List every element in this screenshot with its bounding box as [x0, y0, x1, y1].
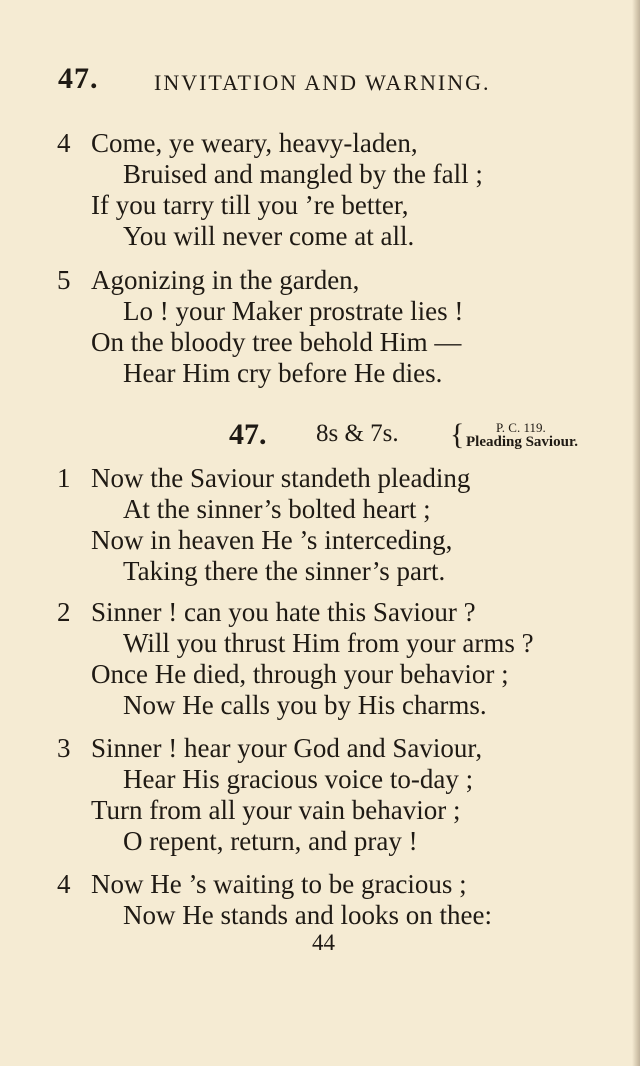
verse-line: Bruised and mangled by the fall ; — [123, 159, 483, 189]
header-title: INVITATION AND WARNING. — [154, 70, 491, 95]
verse-number: 3 — [57, 733, 71, 763]
verse-number: 2 — [57, 597, 71, 627]
verse-line: Now He ’s waiting to be gracious ; — [91, 869, 467, 899]
verse-line: Come, ye weary, heavy-laden, — [91, 128, 418, 158]
verse-line: Now He stands and looks on thee: — [123, 900, 492, 930]
verse-line: Now in heaven He ’s interceding, — [91, 525, 453, 555]
hymn-meter: 8s & 7s. — [316, 420, 399, 447]
running-header — [58, 62, 598, 102]
tune-name: Pleading Saviour. — [466, 434, 578, 450]
verse-line: Now the Saviour standeth pleading — [91, 463, 471, 493]
verse-number: 4 — [57, 869, 71, 899]
verse-number: 5 — [57, 265, 71, 295]
verse-line: You will never come at all. — [123, 221, 415, 251]
verse-line: O repent, return, and pray ! — [123, 826, 418, 856]
verse-line: Will you thrust Him from your arms ? — [123, 628, 534, 658]
verse-line: At the sinner’s bolted heart ; — [123, 494, 431, 524]
hymn-number: 47. — [229, 418, 267, 451]
verse-line: Now He calls you by His charms. — [123, 690, 487, 720]
verse-line: If you tarry till you ’re better, — [91, 190, 409, 220]
verse-line: Hear His gracious voice to-day ; — [123, 764, 474, 794]
verse-line: Sinner ! can you hate this Saviour ? — [91, 597, 476, 627]
verse-number: 1 — [57, 463, 71, 493]
header-hymn-number: 47. — [58, 62, 99, 95]
page-edge-shadow — [632, 0, 640, 1066]
verse-line: Lo ! your Maker prostrate lies ! — [123, 296, 464, 326]
tune-brace: { — [450, 418, 465, 451]
verse-line: Sinner ! hear your God and Saviour, — [91, 733, 483, 763]
verse-line: Once He died, through your behavior ; — [91, 659, 509, 689]
verse-line: On the bloody tree behold Him — — [91, 327, 462, 357]
verse-line: Agonizing in the garden, — [91, 265, 360, 295]
tune-code: P. C. 119. — [496, 420, 546, 435]
verse-number: 4 — [57, 128, 71, 158]
page-number: 44 — [312, 930, 335, 955]
verse-line: Taking there the sinner’s part. — [123, 556, 446, 586]
verse-line: Hear Him cry before He dies. — [123, 358, 443, 388]
verse-line: Turn from all your vain behavior ; — [91, 795, 461, 825]
hymn-heading — [0, 418, 640, 458]
